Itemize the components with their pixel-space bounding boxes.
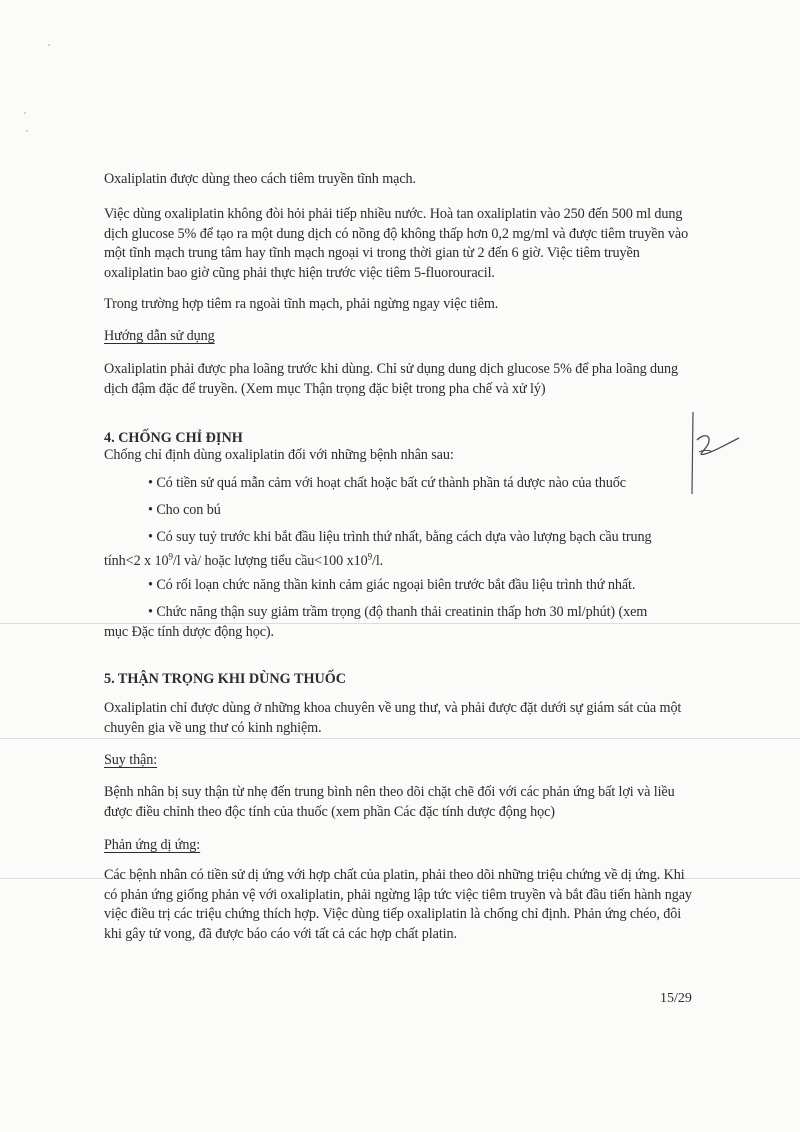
scan-speck bbox=[48, 44, 50, 46]
contraindication-item: • Có tiền sử quá mẫn cảm với hoạt chất hoặc bất cứ thành phần tá dược nào của thuốc bbox=[148, 475, 626, 491]
paragraph-allergy: Các bệnh nhân có tiền sử dị ứng với hợp chất của platin, phải theo dõi những triệu chứng về dị ứng. Khi có phản ứng giống phản vệ với oxaliplatin, phải ngừng lập tức việc tiêm truyền và bắt đầu tiến hành ngay việc điều trị các triệu chứng thích hợp. Việc dùng tiếp oxaliplatin là chống chỉ định. Phản ứng chéo, đôi khi gây tử vong, đã được báo cáo với tất cả các hợp chất platin. bbox=[104, 867, 692, 942]
paragraph-renal: Bệnh nhân bị suy thận từ nhẹ đến trung bình nên theo dõi chặt chẽ đối với các phản ứng bất lợi và liều được điều chỉnh theo độc tính của thuốc (xem phần Các đặc tính dược động học) bbox=[104, 784, 675, 820]
page-number: 15/29 bbox=[660, 991, 692, 1006]
text-fragment: tính<2 x 10 bbox=[104, 553, 169, 570]
section-4-intro: Chống chỉ định dùng oxaliplatin đối với những bệnh nhân sau: bbox=[104, 447, 454, 463]
contraindication-line bbox=[104, 553, 383, 569]
paragraph-usage: Oxaliplatin phải được pha loãng trước khi dùng. Chỉ sử dụng dung dịch glucose 5% để pha loãng dung dịch đậm đặc để truyền. (Xem mục Thận trọng đặc biệt trong pha chế và xử lý) bbox=[104, 361, 679, 397]
superscript: 9 bbox=[168, 551, 173, 562]
text-fragment: /l. bbox=[372, 553, 384, 570]
scan-speck bbox=[24, 112, 26, 114]
contraindication-item: • Cho con bú bbox=[148, 502, 221, 518]
contraindication-line: • Có suy tuỷ trước khi bắt đầu liệu trình thứ nhất, bằng cách dựa vào lượng bạch cầu trung bbox=[148, 529, 652, 545]
contraindication-item: • Có rối loạn chức năng thần kinh cảm giác ngoại biên trước bắt đầu liệu trình thứ nhất. bbox=[148, 577, 636, 593]
contraindication-item bbox=[104, 603, 700, 642]
heading-renal-impairment: Suy thận: bbox=[104, 752, 158, 768]
superscript: 9 bbox=[367, 551, 372, 562]
paragraph-extravasation: Trong trường hợp tiêm ra ngoài tĩnh mạch, phải ngừng ngay việc tiêm. bbox=[104, 296, 499, 312]
text-fragment: /l và/ hoặc lượng tiểu cầu<100 x10 bbox=[172, 553, 368, 570]
handwritten-initial-mark bbox=[683, 408, 743, 498]
paragraph-specialist-use: Oxaliplatin chỉ được dùng ở những khoa chuyên về ung thư, và phải được đặt dưới sự giám sát của một chuyên gia về ung thư có kinh nghiệm. bbox=[104, 700, 682, 736]
heading-usage-instructions: Hướng dẫn sử dụng bbox=[104, 328, 215, 344]
section-4-title: 4. CHỐNG CHỈ ĐỊNH bbox=[104, 430, 243, 446]
section-5-title: 5. THẬN TRỌNG KHI DÙNG THUỐC bbox=[104, 671, 347, 687]
scan-line bbox=[0, 738, 800, 739]
paragraph-dilution: Việc dùng oxaliplatin không đòi hỏi phải tiếp nhiều nước. Hoà tan oxaliplatin vào 250 đến 500 ml dung dịch glucose 5% để tạo ra một dung dịch có nồng độ không thấp hơn 0,2 mg/ml và được tiêm truyền vào một tĩnh mạch trung tâm hay tĩnh mạch ngoại vi trong thời gian từ 2 đến 6 giờ. Việc tiêm truyền oxaliplatin bao giờ cũng phải thực hiện trước việc tiêm 5-fluorouracil. bbox=[104, 206, 689, 281]
contraindication-line: • Chức năng thận suy giảm trầm trọng (độ thanh thải creatinin thấp hơn 30 ml/phút) (xem bbox=[148, 604, 648, 620]
scan-speck bbox=[26, 130, 28, 132]
contraindication-item bbox=[104, 528, 700, 572]
contraindication-line: mục Đặc tính dược động học). bbox=[104, 623, 274, 640]
heading-allergic-reactions: Phản ứng dị ứng: bbox=[104, 837, 201, 853]
paragraph-route: Oxaliplatin được dùng theo cách tiêm truyền tĩnh mạch. bbox=[104, 171, 416, 187]
